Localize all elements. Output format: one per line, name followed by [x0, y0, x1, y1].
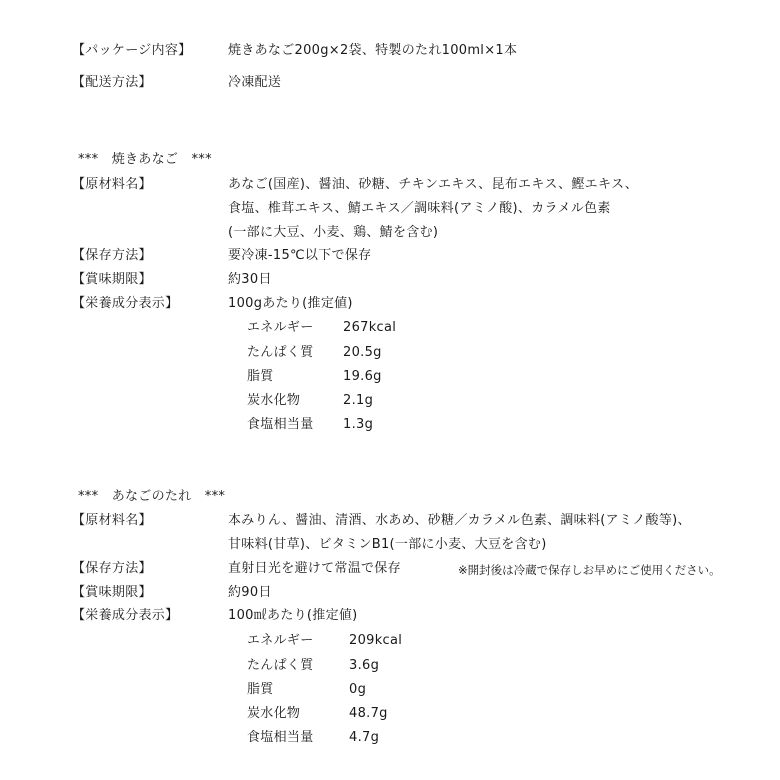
package-label: 【パッケージ内容】 — [72, 43, 192, 58]
anago-nutrition-value: 19.6g — [343, 369, 382, 384]
tare-section-header: *** あなごのたれ *** — [78, 489, 226, 504]
anago-ingredients-line: 食塩、椎茸エキス、鯖エキス／調味料(アミノ酸)、カラメル色素 — [228, 201, 611, 216]
anago-nutrition-name: 脂質 — [247, 369, 274, 384]
anago-nutrition-name: 食塩相当量 — [247, 417, 314, 432]
anago-section-header: *** 焼きあなご *** — [78, 152, 212, 167]
tare-nutrition-value: 209kcal — [349, 633, 403, 648]
tare-nutrition-name: 脂質 — [247, 682, 274, 697]
tare-nutrition-name: 食塩相当量 — [247, 730, 314, 745]
anago-nutrition-label: 【栄養成分表示】 — [72, 296, 179, 311]
anago-ingredients-line: あなご(国産)、醤油、砂糖、チキンエキス、昆布エキス、鰹エキス、 — [228, 177, 639, 192]
tare-expiry-value: 約90日 — [228, 585, 272, 600]
tare-storage-value: 直射日光を避けて常温で保存 — [228, 561, 401, 576]
package-value: 焼きあなご200g×2袋、特製のたれ100ml×1本 — [228, 43, 518, 58]
tare-storage-note: ※開封後は冷蔵で保存しお早めにご使用ください。 — [458, 563, 721, 577]
shipping-value: 冷凍配送 — [228, 75, 282, 90]
anago-nutrition-value: 1.3g — [343, 417, 374, 432]
tare-ingredients-line: 甘味料(甘草)、ビタミンB1(一部に小麦、大豆を含む) — [228, 537, 547, 552]
anago-ingredients-label: 【原材料名】 — [72, 177, 152, 192]
anago-expiry-value: 約30日 — [228, 272, 272, 287]
tare-storage-label: 【保存方法】 — [72, 561, 152, 576]
tare-nutrition-name: たんぱく質 — [247, 658, 314, 673]
anago-nutrition-value: 267kcal — [343, 320, 397, 335]
tare-nutrition-value: 0g — [349, 682, 367, 697]
shipping-label: 【配送方法】 — [72, 75, 152, 90]
tare-nutrition-value: 48.7g — [349, 706, 388, 721]
tare-ingredients-line: 本みりん、醤油、清酒、水あめ、砂糖／カラメル色素、調味料(アミノ酸等)、 — [228, 513, 691, 528]
anago-nutrition-basis: 100gあたり(推定値) — [228, 296, 353, 311]
anago-storage-value: 要冷凍-15℃以下で保存 — [228, 248, 372, 263]
tare-ingredients-label: 【原材料名】 — [72, 513, 152, 528]
tare-nutrition-name: エネルギー — [247, 633, 314, 648]
anago-nutrition-value: 20.5g — [343, 345, 382, 360]
tare-nutrition-value: 3.6g — [349, 658, 380, 673]
tare-nutrition-basis: 100㎖あたり(推定値) — [228, 608, 358, 623]
anago-nutrition-name: たんぱく質 — [247, 345, 314, 360]
tare-expiry-label: 【賞味期限】 — [72, 585, 152, 600]
tare-nutrition-name: 炭水化物 — [247, 706, 301, 721]
anago-expiry-label: 【賞味期限】 — [72, 272, 152, 287]
anago-ingredients-line: (一部に大豆、小麦、鶏、鯖を含む) — [228, 225, 439, 240]
tare-nutrition-label: 【栄養成分表示】 — [72, 608, 179, 623]
anago-nutrition-name: 炭水化物 — [247, 393, 301, 408]
tare-nutrition-value: 4.7g — [349, 730, 380, 745]
anago-nutrition-value: 2.1g — [343, 393, 374, 408]
anago-nutrition-name: エネルギー — [247, 320, 314, 335]
anago-storage-label: 【保存方法】 — [72, 248, 152, 263]
